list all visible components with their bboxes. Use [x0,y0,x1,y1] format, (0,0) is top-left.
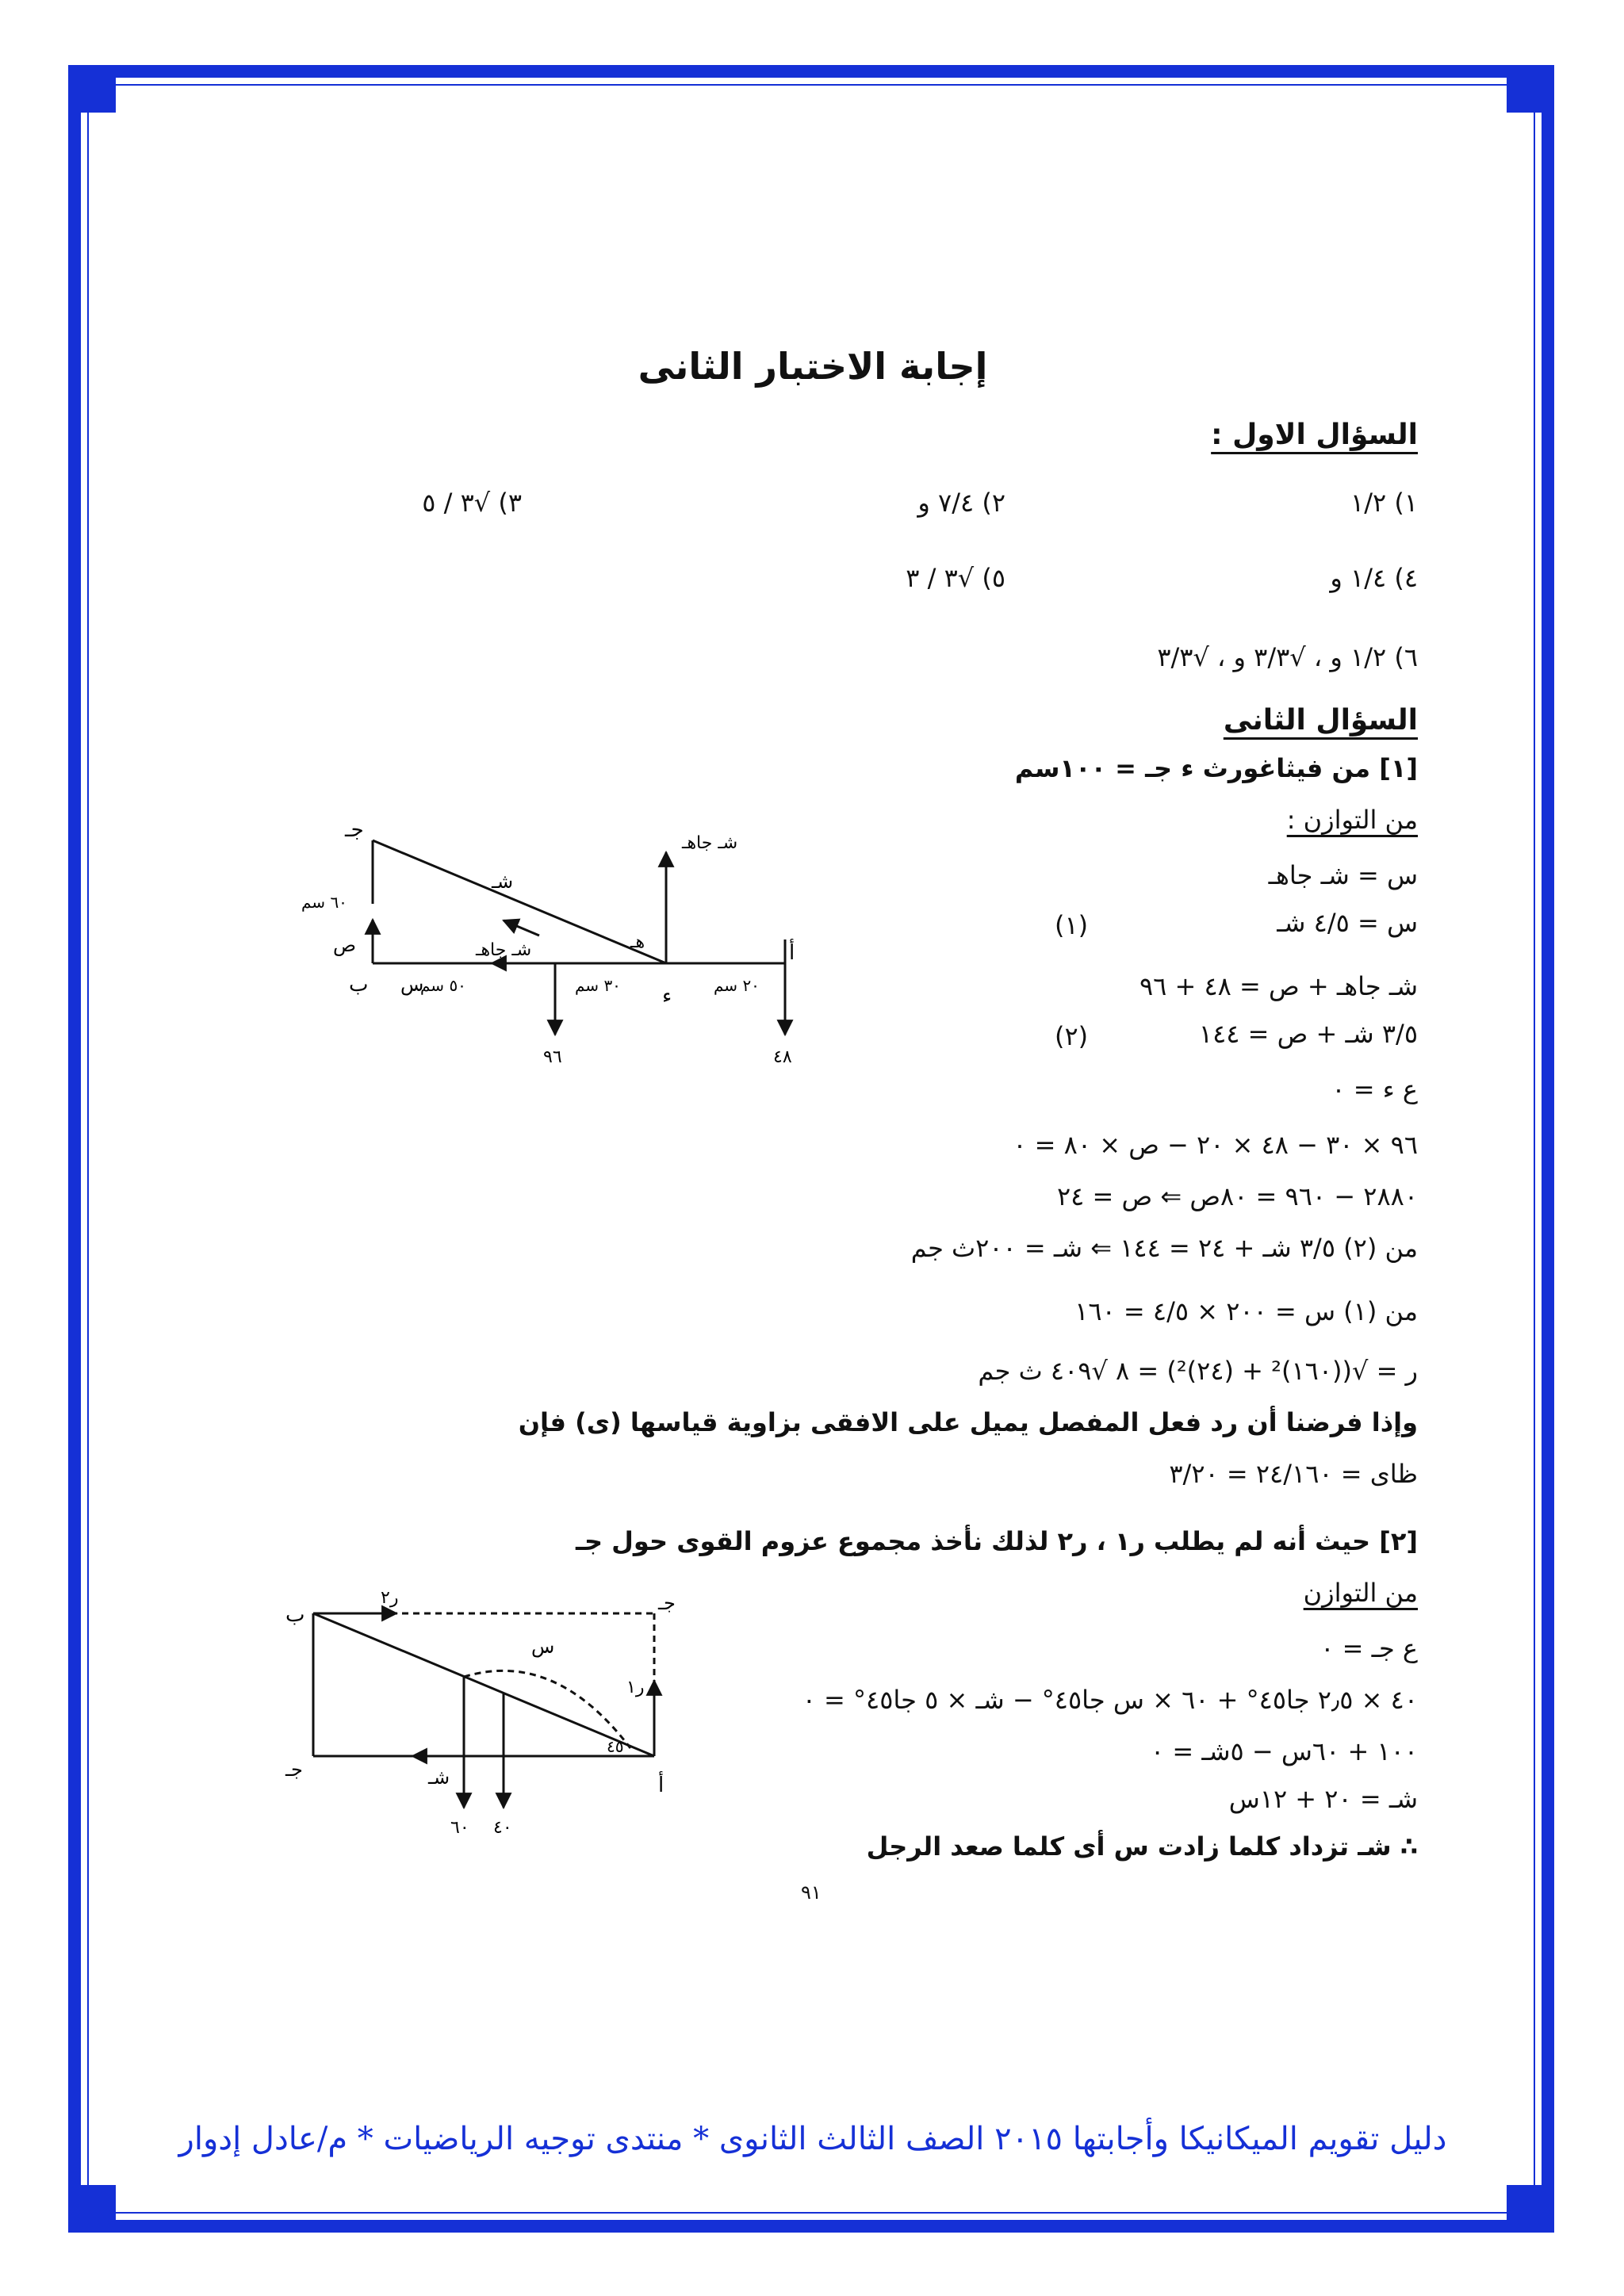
page-title: إجابة الاختبار الثانى [638,345,988,388]
label-B: ب [349,973,369,997]
q2-eq-line: ع ء = ٠ [1331,1074,1418,1104]
label-weight-40: ٤٠ [493,1818,512,1838]
label-R1: ر١ [626,1678,645,1697]
q2-eq-line: من (١) س = ٢٠٠ × ٤/٥ = ١٦٠ [1074,1296,1418,1326]
label-T-vertical: شـ جاهـ [682,833,738,853]
q2-eq-line: من (٢) ٣/٥ شـ + ٢٤ = ١٤٤ ⇐ شـ = ٢٠٠ث جم [910,1233,1418,1263]
q2-eq-line: ظاى = ٢٤/١٦٠ = ٣/٢٠ [1169,1459,1418,1489]
q1-answer-4: ٤) ١/٤ و [1330,563,1418,593]
label-B: ب [285,1603,305,1627]
ladder-line [313,1613,654,1756]
label-A: أ [789,941,795,965]
border-corner-top-left [68,65,116,113]
tension-arrow [504,920,539,936]
q2-eq2-line: ٤٠ × ٢٫٥ جا٤٥° + ٦٠ × س جا٤٥° − شـ × ٥ جا٤٥° = ٠ [802,1685,1418,1715]
border-corner-bottom-right [1507,2185,1554,2233]
label-len60: ٦٠ سم [301,893,347,912]
label-weight-48: ٤٨ [773,1047,792,1067]
q2-equilibrium-label: من التوازن : [1286,805,1418,835]
label-X: س [531,1636,555,1658]
q1-heading: السؤال الاول : [1211,419,1418,451]
q2-eq2-line: شـ = ٢٠ + ١٢س [1228,1784,1418,1814]
label-A: أ [658,1774,665,1797]
label-H: هـ [630,932,645,952]
q2-eq-line: ر = √((١٦٠)² + (٢٤)²) = ٨ √٤٠٩ ث جم [978,1356,1418,1386]
q1-answer-5: ٥) √٣ / ٣ [906,563,1005,593]
label-T-horizontal: شـ جاهـ [476,940,532,960]
q2-eq2-line: ١٠٠ + ٦٠س − ٥شـ = ٠ [1150,1736,1418,1766]
equation-number-2: (٢) [1055,1021,1089,1051]
label-D: ء [662,985,672,1008]
q2-eq-line: ٣/٥ شـ + ص = ١٤٤ [1198,1019,1418,1049]
label-C: جـ [345,818,364,842]
label-C: جـ [285,1758,303,1781]
q2-part1: [١] من فيثاغورث ء جـ = ١٠٠سم [1014,753,1418,783]
q2-heading: السؤال الثانى [1223,704,1418,737]
q2-eq-line: وإذا فرضنا أن رد فعل المفصل يميل على الافقى بزاوية قياسها (ى) فإن [518,1407,1418,1437]
q1-answer-1: ١) ١/٢ [1350,488,1418,518]
ladder-diagram-2 [270,1578,714,1839]
q1-answer-6: ٦) ١/٢ و ، √٣/٣ و ، √٣/٣ [1157,642,1418,672]
q2-eq-line: س = ٤/٥ شـ [1277,908,1418,938]
q2-eq-line: شـ جاهـ + ص = ٤٨ + ٩٦ [1139,971,1418,1001]
label-X: س [400,974,424,996]
q2-eq2-line: ∴ شـ تزداد كلما زادت س أى كلما صعد الرجل [866,1831,1418,1862]
q1-answer-2: ٢) ٧/٤ و [917,488,1005,518]
label-weight-96: ٩٦ [543,1047,562,1067]
page-number: ٩١ [801,1881,822,1904]
label-angle-45: ٤٥ [607,1737,624,1756]
q2-eq2-line: ع جـ = ٠ [1320,1633,1418,1663]
q2-eq-line: ٩٦ × ٣٠ − ٤٨ × ٢٠ − ص × ٨٠ = ٠ [1013,1130,1418,1160]
q1-answer-3: ٣) √٣ / ٥ [422,488,522,518]
border-corner-top-right [1507,65,1554,113]
label-Y: ص [333,934,357,956]
label-len30: ٣٠ سم [575,976,621,995]
label-C-top: جـ [658,1592,676,1614]
footer-caption: دليل تقويم الميكانيكا وأجابتها ٢٠١٥ الصف الثالث الثانوى * منتدى توجيه الرياضيات * م/عادل إدوار [178,2121,1447,2157]
q2-eq-line: ٢٨٨٠ − ٩٦٠ = ٨٠ص ⇐ ص = ٢٤ [1056,1181,1418,1211]
q2-part2: [٢] حيث أنه لم يطلب ر١ ، ر٢ لذلك نأخذ مجموع عزوم القوى حول جـ [576,1526,1418,1556]
label-T: شـ [428,1766,450,1789]
force-diagram-1 [301,801,825,1102]
label-R2: ر٢ [381,1588,399,1608]
equation-number-1: (١) [1055,910,1089,940]
label-T: شـ [492,871,514,893]
border-corner-bottom-left [68,2185,116,2233]
q2-eq-line: س = شـ جاهـ [1268,860,1418,890]
q2-equilibrium2-label: من التوازن [1303,1578,1418,1608]
label-len50: ٥٠ سم [420,976,466,995]
label-len20: ٢٠ سم [714,976,760,995]
label-weight-60: ٦٠ [450,1818,469,1838]
